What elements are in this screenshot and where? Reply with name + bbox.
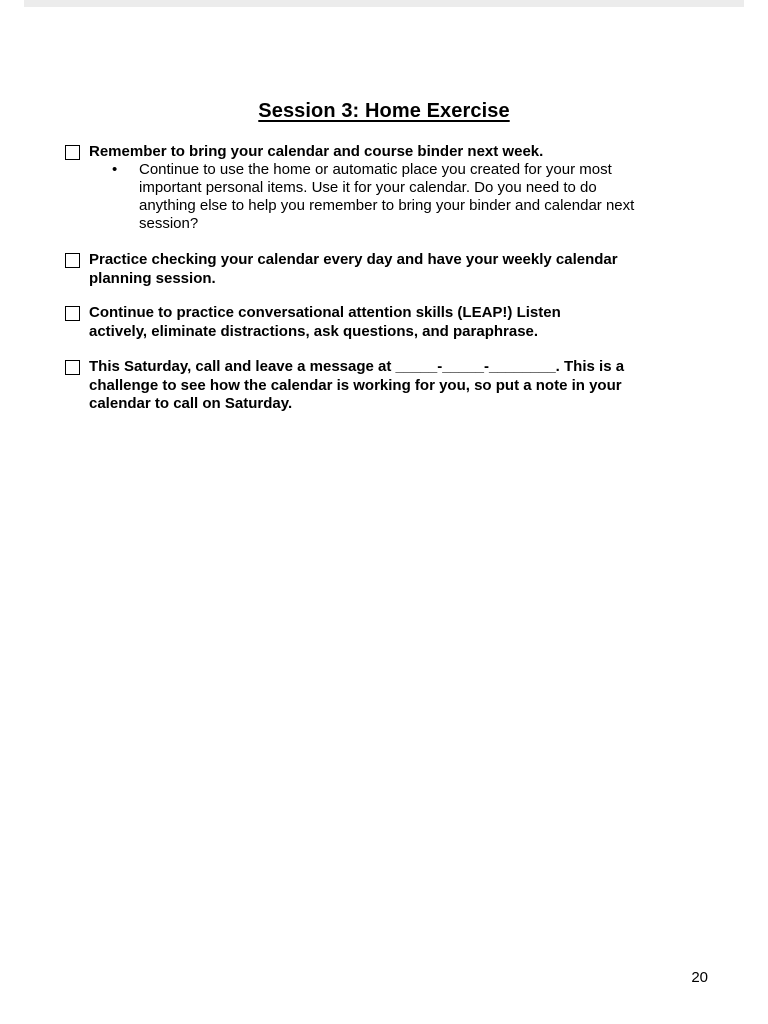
bullet-icon: •	[112, 161, 118, 178]
task-item	[65, 358, 705, 414]
page-title: Session 3: Home Exercise	[258, 100, 510, 122]
task-text-1: Remember to bring your calendar and course binder next week.	[89, 143, 544, 160]
sub-item-text: Continue to use the home or automatic place you created for your most important personal items. Use it for your calendar. Do you need to do anything else to help you remember to bring your binder and calendar next session?	[139, 161, 635, 232]
sub-list	[112, 161, 692, 233]
checkbox-2[interactable]	[65, 253, 80, 268]
task-item	[65, 251, 705, 288]
task-text-4: This Saturday, call and leave a message at _____-_____-________. This is a challenge to see how the calendar is working for you, so put a note in your calendar to call on Saturday.	[89, 358, 625, 412]
checkbox-3[interactable]	[65, 306, 80, 321]
top-divider-bar	[24, 0, 744, 7]
checkbox-4[interactable]	[65, 360, 80, 375]
page-number: 20	[691, 969, 708, 986]
task-text-2: Practice checking your calendar every day and have your weekly calendar planning session.	[89, 251, 618, 287]
task-item	[65, 143, 705, 162]
checkbox-1[interactable]	[65, 145, 80, 160]
task-item	[65, 304, 705, 341]
task-text-3: Continue to practice conversational attention skills (LEAP!) Listen actively, eliminate distractions, ask questions, and paraphrase.	[89, 304, 561, 340]
